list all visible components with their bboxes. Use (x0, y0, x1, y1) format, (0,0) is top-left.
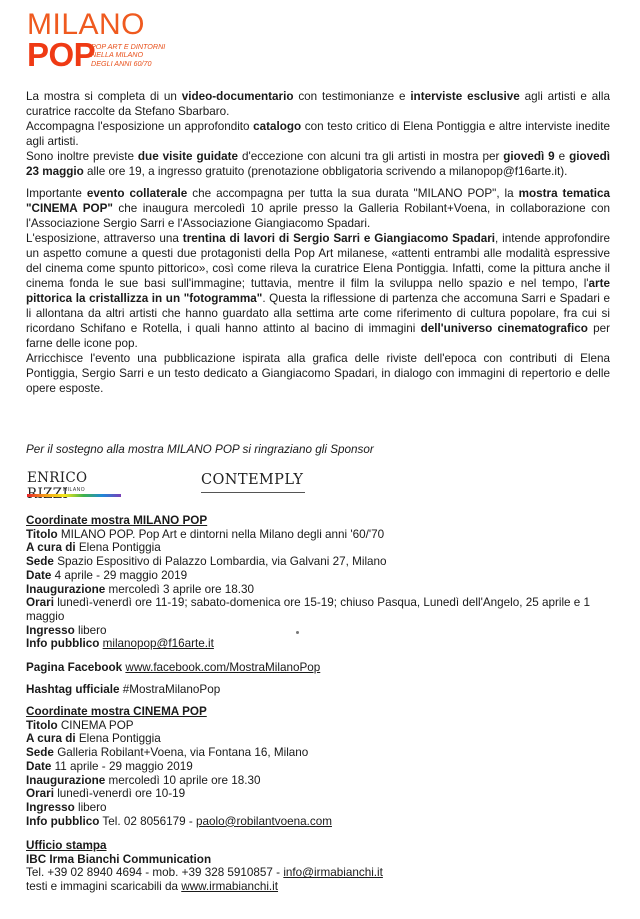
detail-row (26, 637, 626, 651)
milano-pop-details (26, 514, 626, 651)
text: Accompagna l'esposizione un approfondito (26, 120, 254, 133)
website-link[interactable]: www.irmabianchi.it (181, 880, 279, 894)
detail-value: libero (77, 800, 107, 814)
detail-row (26, 624, 626, 638)
detail-value: mercoledì 10 aprile ore 18.30 (108, 773, 261, 787)
detail-row (26, 866, 626, 880)
sponsor-thanks: Per il sostegno alla mostra MILANO POP si ringraziano gli Sponsor (26, 443, 374, 456)
text: La mostra si completa di un (26, 90, 182, 103)
text: con testimonianze e (293, 90, 411, 103)
text: agli artisti e alla curatrice raccolte da Stefano Sbarbaro. (26, 90, 610, 118)
detail-value: Galleria Robilant+Voena, via Fontana 16, Milano (57, 746, 309, 760)
text: per farne delle icone pop. (26, 322, 611, 350)
paragraph-collateral-event (26, 186, 610, 231)
detail-row (26, 661, 626, 675)
text-bold: giovedì 9 (503, 150, 555, 163)
contemply-name: CONTEMPLY (201, 472, 304, 488)
detail-label: Hashtag ufficiale (26, 683, 120, 696)
detail-row (26, 880, 626, 894)
detail-row (26, 732, 626, 746)
detail-row (26, 774, 626, 788)
text-bold: video-documentario (181, 90, 294, 103)
detail-label: Sede (26, 746, 54, 760)
detail-value: Spazio Espositivo di Palazzo Lombardia, via Galvani 27, Milano (57, 555, 387, 569)
text: che accompagna per tutta la sua durata "MILANO POP", la (187, 187, 519, 200)
email-link[interactable]: info@irmabianchi.it (283, 866, 383, 880)
paragraph-exhibition (26, 231, 610, 351)
detail-row (26, 801, 626, 815)
milano-pop-logo (27, 10, 327, 72)
text-bold: evento collaterale (86, 187, 188, 200)
agency-name (26, 853, 626, 867)
detail-label: Orari (26, 787, 54, 801)
text: Sono inoltre previste (26, 150, 138, 163)
logo-tagline (91, 43, 165, 68)
detail-row (26, 583, 626, 597)
detail-row (26, 760, 626, 774)
section-heading: Ufficio stampa (26, 839, 107, 852)
section-heading: Coordinate mostra MILANO POP (26, 514, 208, 527)
detail-row (26, 815, 626, 829)
detail-value: testi e immagini scaricabili da (26, 880, 182, 894)
detail-value: Tel. 02 8056179 - (102, 814, 196, 828)
text: Importante (26, 187, 87, 200)
detail-row (26, 528, 626, 542)
facebook-row (26, 661, 626, 675)
text-bold: arte pittorica la cristallizza in un "fotogramma" (26, 277, 610, 305)
detail-row (26, 719, 626, 733)
rizzi-name: ENRICO (27, 470, 88, 486)
detail-label: Pagina Facebook (26, 661, 123, 674)
detail-label: Titolo (26, 527, 58, 541)
contemply-underline (201, 492, 305, 493)
detail-value: lunedì-venerdì ore 10-19 (57, 787, 186, 801)
logo-pop: POP (27, 36, 96, 73)
detail-row (26, 683, 626, 697)
detail-label: A cura di (26, 541, 76, 555)
logo-tagline-line: DEGLI ANNI 60/70 (91, 58, 152, 68)
detail-value: Elena Pontiggia (78, 732, 161, 746)
text-bold: interviste esclusive (410, 90, 520, 103)
detail-label: Info pubblico (26, 814, 100, 828)
logo-milano: MILANO (27, 8, 146, 41)
detail-row (26, 541, 626, 555)
email-link[interactable]: paolo@robilantvoena.com (195, 814, 332, 828)
text-bold: giovedì 23 maggio (26, 150, 610, 178)
detail-label: Date (26, 759, 52, 773)
press-office (26, 839, 626, 894)
rizzi-city: MILANO (63, 487, 86, 493)
text: , intende approfondire un aspetto comune a questi due protagonisti della Pop Art milanese, «attenti entrambi alle modalità espressive del cinema come spunto pittorico», così come rileva la curatrice Elena Pontiggia. Infatti, come la pittura anche il cinema fonda le sue basi sull'immagine; tuttavia, mentre il film la sviluppa nello spazio e nel tempo, l' (26, 232, 610, 290)
paragraph-guided-tours (26, 149, 610, 179)
facebook-link[interactable]: www.facebook.com/MostraMilanoPop (125, 661, 321, 674)
detail-row (26, 746, 626, 760)
detail-value: lunedì-venerdì ore 11-19; sabato-domenica ore 15-19; chiuso Pasqua, Lunedì dell'Angelo, 25 aprile e 1 maggio (26, 596, 591, 623)
logo-tagline-line: NELLA MILANO (91, 50, 144, 60)
hashtag-row (26, 683, 626, 697)
paragraph-documentary (26, 89, 610, 119)
text-bold: dell'universo cinematografico (420, 322, 588, 335)
detail-label: Ingresso (26, 800, 75, 814)
detail-value: MILANO POP. Pop Art e dintorni nella Milano degli anni '60/'70 (60, 527, 385, 541)
scan-speck (296, 631, 299, 634)
detail-label: Inaugurazione (26, 773, 106, 787)
detail-value: Elena Pontiggia (78, 541, 161, 555)
detail-label: Ingresso (26, 623, 75, 637)
enrico-rizzi-logo (27, 470, 121, 498)
rainbow-bar (27, 494, 121, 497)
press-release-body (26, 89, 610, 396)
detail-row (26, 596, 610, 623)
detail-value: 4 aprile - 29 maggio 2019 (54, 568, 188, 582)
detail-label: Orari (26, 596, 54, 610)
detail-label: A cura di (26, 732, 76, 746)
detail-value: CINEMA POP (60, 718, 134, 732)
detail-value: #MostraMilanoPop (122, 683, 221, 696)
text: . Questa la riflessione di partenza che accomuna Sarri e Spadari e li allontana da altri artisti che hanno guardato alla settima arte come riferimento di cultura popolare, fra cui si ricordano Schifano e Rotella, i quali hanno attinto al bacino di immagini (26, 292, 610, 335)
paragraph-publication: Arricchisce l'evento una pubblicazione ispirata alla grafica delle riviste dell'epoca con contributi di Elena Pontiggia, Sergio Sarri e un testo dedicato a Giangiacomo Spadari, in dialogo con immagini di repertorio e delle opere esposte. (26, 352, 610, 395)
text: con testo critico di Elena Pontiggia e altre interviste inedite agli artisti. (26, 120, 611, 148)
text: e (554, 150, 570, 163)
text: L'esposizione, attraverso una (26, 232, 183, 245)
detail-row (26, 787, 626, 801)
cinema-pop-details (26, 705, 626, 828)
text-bold: due visite guidate (137, 150, 239, 163)
detail-label: Titolo (26, 718, 58, 732)
detail-row (26, 555, 626, 569)
agency-name-text: IBC Irma Bianchi Communication (26, 852, 212, 866)
text: alle ore 19, a ingresso gratuito (prenotazione obbligatoria scrivendo a milanopop@f16arte.it). (83, 165, 568, 178)
section-heading: Coordinate mostra CINEMA POP (26, 705, 207, 718)
detail-label: Inaugurazione (26, 582, 106, 596)
detail-label: Sede (26, 555, 54, 569)
text-bold: mostra tematica "CINEMA POP" (26, 187, 610, 215)
text: d'eccezione con alcuni tra gli artisti in mostra per (238, 150, 504, 163)
detail-row (26, 569, 626, 583)
detail-value: Tel. +39 02 8940 4694 - mob. +39 328 5910857 - (26, 866, 284, 880)
text-bold: catalogo (253, 120, 302, 133)
detail-value: 11 aprile - 29 maggio 2019 (54, 759, 193, 773)
detail-label: Info pubblico (26, 637, 100, 651)
logo-tagline-line: POP ART E DINTORNI (91, 42, 166, 51)
detail-label: Date (26, 568, 52, 582)
detail-value: libero (77, 623, 107, 637)
contemply-logo (201, 472, 305, 488)
email-link[interactable]: milanopop@f16arte.it (102, 637, 214, 651)
text-bold: trentina di lavori di Sergio Sarri e Giangiacomo Spadari (182, 232, 496, 245)
paragraph-catalogue (26, 119, 610, 149)
detail-value: mercoledì 3 aprile ore 18.30 (108, 582, 255, 596)
text: che inaugura mercoledì 10 aprile presso la Galleria Robilant+Voena, in collaborazione con l'Associazione Sergio Sarri e l'Associazione Giangiacomo Spadari. (26, 202, 610, 230)
